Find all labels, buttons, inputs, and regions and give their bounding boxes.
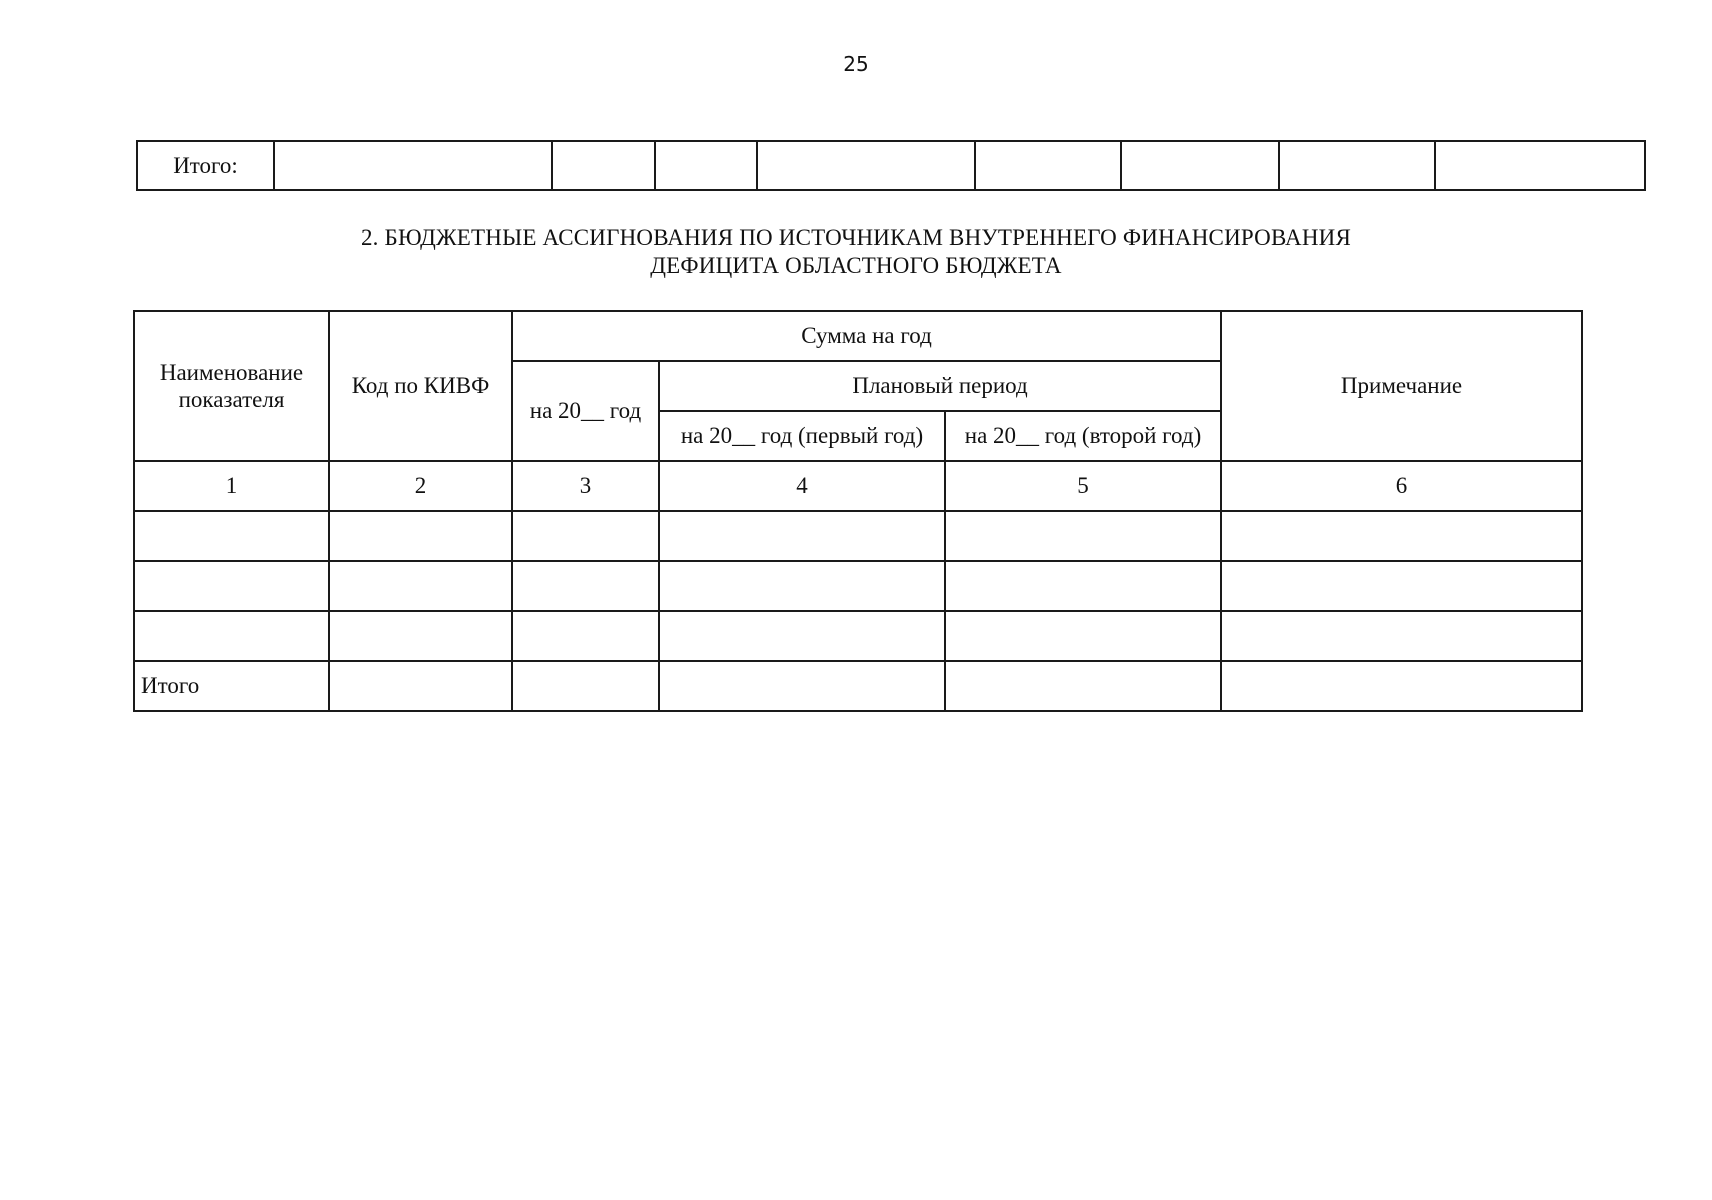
total-cell [512,661,659,711]
header-planning-period: Плановый период [659,361,1221,411]
table-cell [659,611,945,661]
top-total-cell [1435,141,1645,190]
column-number: 6 [1221,461,1582,511]
table-cell [512,511,659,561]
table-cell [329,611,512,661]
budget-allocations-table [133,310,1583,712]
page-number: 25 [843,52,869,76]
column-number: 4 [659,461,945,511]
section-title-line-2: ДЕФИЦИТА ОБЛАСТНОГО БЮДЖЕТА [650,253,1062,278]
table-cell [329,561,512,611]
total-cell [1221,661,1582,711]
table-cell [945,561,1221,611]
header-code: Код по КИВФ [329,311,512,461]
header-row-1 [134,311,1582,361]
table-cell [945,511,1221,561]
header-year-first: на 20__ год (первый год) [659,411,945,461]
top-total-cell [1279,141,1435,190]
column-number: 2 [329,461,512,511]
section-title-line-1: 2. БЮДЖЕТНЫЕ АССИГНОВАНИЯ ПО ИСТОЧНИКАМ ВНУТРЕННЕГО ФИНАНСИРОВАНИЯ [360,225,1352,250]
section-title [0,224,1712,280]
header-year-second: на 20__ год (второй год) [945,411,1221,461]
top-total-table [136,140,1646,191]
table-cell [1221,561,1582,611]
header-year-current: на 20__ год [512,361,659,461]
column-number: 3 [512,461,659,511]
table-cell [659,511,945,561]
total-label: Итого [134,661,329,711]
top-total-label: Итого: [137,141,274,190]
top-total-cell [975,141,1121,190]
total-cell [945,661,1221,711]
table-row [134,611,1582,661]
top-total-row [137,141,1645,190]
column-number: 1 [134,461,329,511]
table-cell [134,561,329,611]
top-total-cell [274,141,552,190]
top-total-cell [655,141,757,190]
top-total-cell [757,141,975,190]
column-number: 5 [945,461,1221,511]
top-total-cell [552,141,655,190]
column-number-row [134,461,1582,511]
table-cell [1221,611,1582,661]
total-cell [659,661,945,711]
table-cell [945,611,1221,661]
header-name: Наименование показателя [134,311,329,461]
table-cell [512,611,659,661]
table-row [134,561,1582,611]
table-row [134,511,1582,561]
top-total-cell [1121,141,1279,190]
total-cell [329,661,512,711]
header-note: Примечание [1221,311,1582,461]
table-cell [329,511,512,561]
header-sum-per-year: Сумма на год [512,311,1221,361]
table-cell [1221,511,1582,561]
total-row [134,661,1582,711]
table-cell [512,561,659,611]
table-cell [134,611,329,661]
table-cell [134,511,329,561]
table-cell [659,561,945,611]
